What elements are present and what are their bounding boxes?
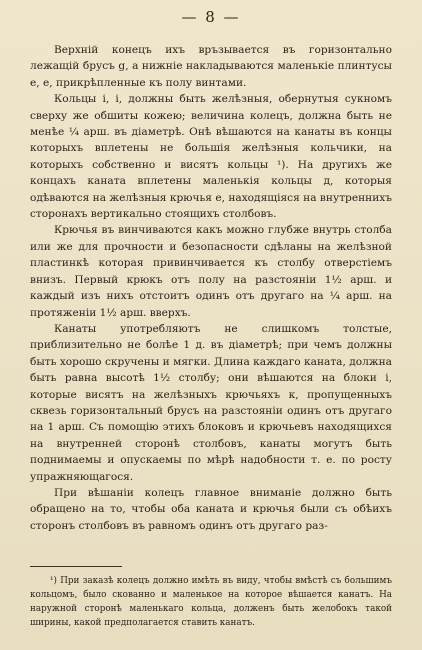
paragraph-5: При вѣшаніи колецъ главное вниманіе должно быть обращено на то, чтобы оба каната и крючья были съ обѣихъ сторонъ столбовъ въ равномъ одинъ отъ другаго раз- (30, 486, 392, 532)
paragraph-2: Кольцы i, i, должны быть желѣзныя, обернутыя сукномъ сверху же обшиты кожею; величина колецъ, должна быть не менѣе ¼ арш. въ діаметрѣ. Онѣ вѣшаются на канаты въ концы которыхъ вплетены не большія желѣзныя кольчики, на которыхъ собственно и висятъ кольцы ¹). На другихъ же концахъ каната вплетены маленькія кольцы д, которыя одѣваются на желѣзныя крючья е, находящіяся на внутреннихъ сторонахъ вертикально стоящихъ столбовъ. (30, 93, 392, 221)
footnote (30, 574, 392, 630)
paragraph-1: Верхній конецъ ихъ връзывается въ горизонтально лежащій брусъ g, а нижніе накладываются маленькіе плинтусы е, е, прикрѣпленные къ полу винтами. (30, 44, 392, 89)
footnote-text: ¹) При заказѣ колецъ должно имѣть въ виду, чтобы вмѣстѣ съ большимъ кольцомъ, было скованно и маленькое на которое вѣшается канатъ. На наружной сторонѣ маленькаго кольца, долженъ быть желобокъ такой ширины, какой предполагается ставить канатъ. (30, 576, 392, 628)
paragraph-3: Крючья въ винчиваются какъ можно глубже внутрь столба или же для прочности и безопасности сдѣланы на желѣзной пластинкѣ которая привинчивается къ столбу отверстіемъ внизъ. Первый крюкъ отъ полу на разстояніи 1½ арш. и каждый изъ нихъ отстоитъ одинъ отъ другаго на ¼ арш. на протяженіи 1½ арш. вверхъ. (30, 224, 392, 319)
paragraph-4: Канаты употребляютъ не слишкомъ толстые, приблизительно не болѣе 1 д. въ діаметрѣ; при чемъ должны быть хорошо скручены и мягки. Длина каждаго каната, должна быть равна высотѣ 1½ столбу; они вѣшаются на блоки і, которые висятъ на желѣзныхъ крючьяхъ к, пропущенныхъ сквезь горизонтальный брусъ на разстояніи одинъ отъ другаго на 1 арш. Съ помощію этихъ блоковъ и крючьевъ находящихся на внутренней сторонѣ столбовъ, канаты могутъ быть поднимаемы и опускаемы по мѣрѣ надобности т. е. по росту упражняющагося. (30, 322, 392, 483)
footnote-divider (30, 566, 122, 567)
page-number: — 8 — (181, 8, 241, 26)
main-text (30, 42, 392, 534)
